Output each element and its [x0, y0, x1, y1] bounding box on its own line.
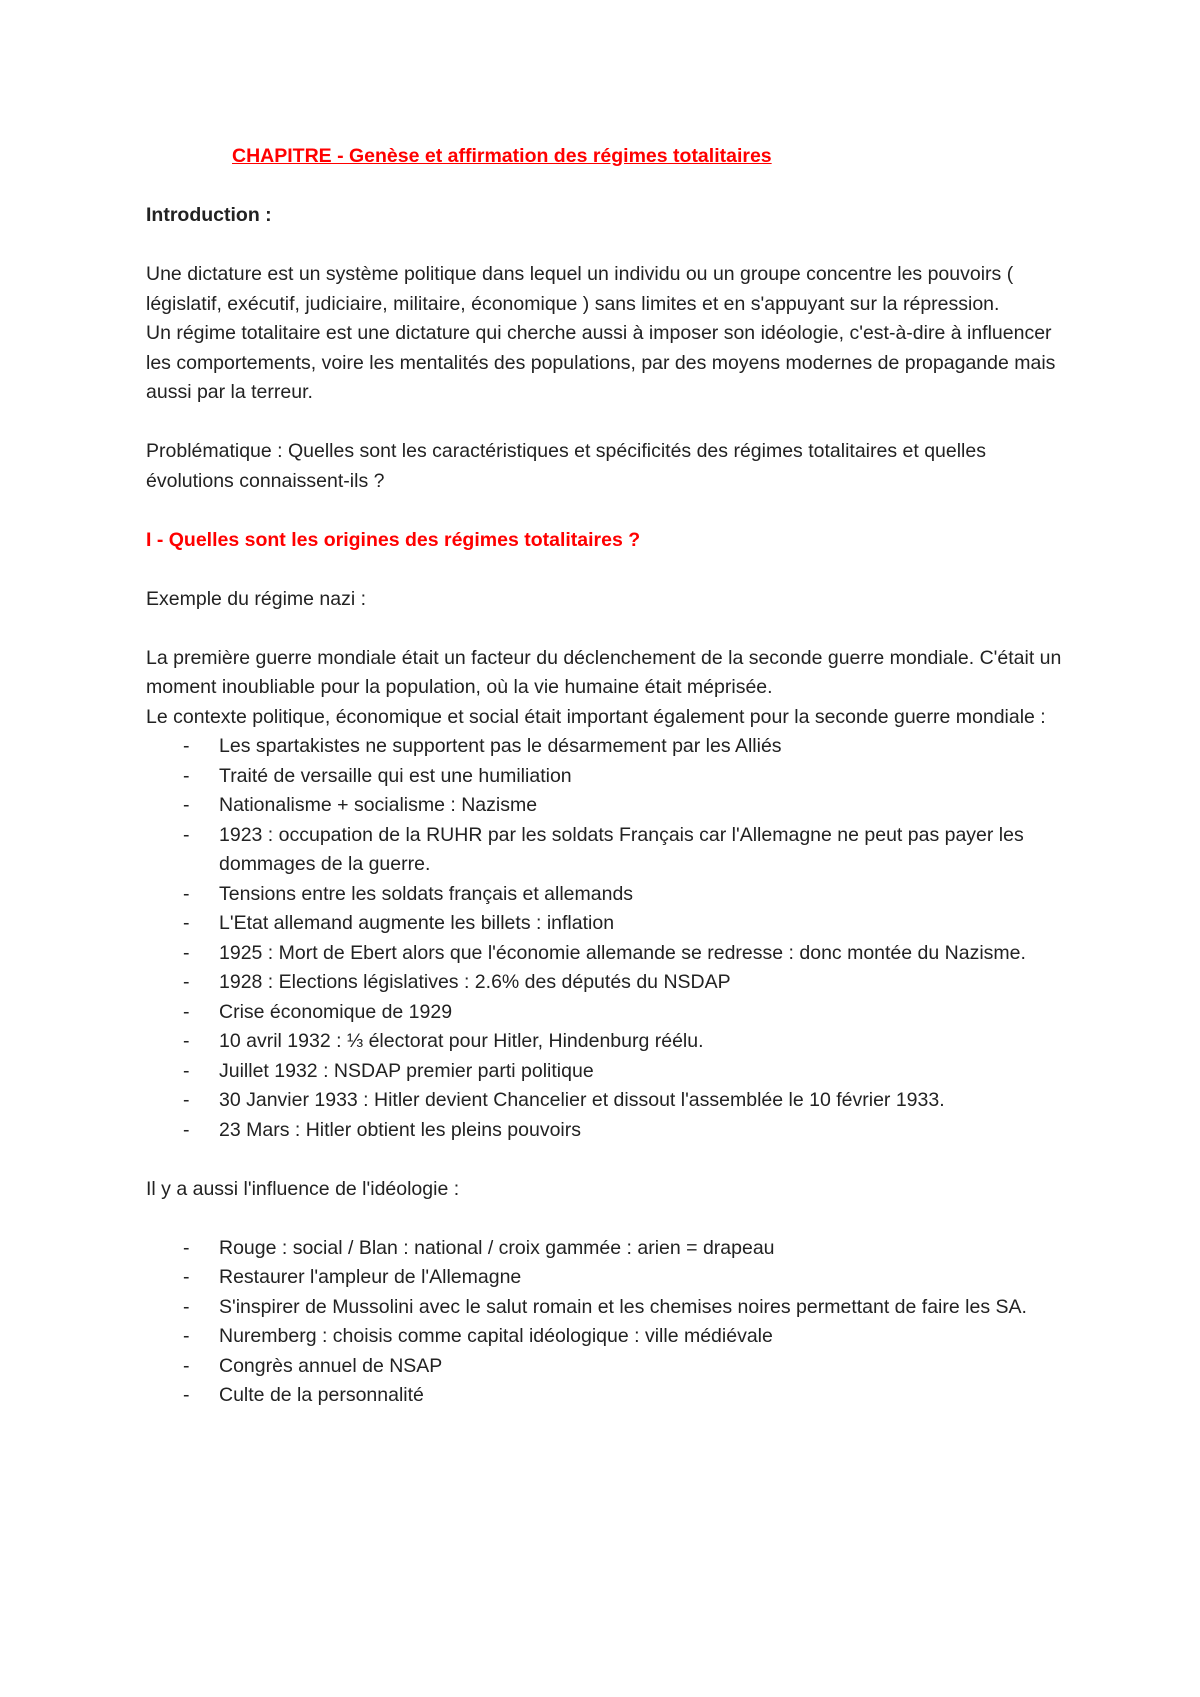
- list-item: [146, 1057, 1076, 1087]
- list-item: [146, 1352, 1076, 1382]
- spacer: [146, 555, 1076, 585]
- list-item: [146, 968, 1076, 998]
- list-item: [146, 762, 1076, 792]
- list-item: [146, 939, 1076, 969]
- example-label: Exemple du régime nazi :: [146, 587, 367, 610]
- list-item-text: Les spartakistes ne supportent pas le désarmement par les Alliés: [219, 735, 782, 757]
- list-item: [146, 880, 1076, 910]
- list-item-text: 30 Janvier 1933 : Hitler devient Chancelier et dissout l'assemblée le 10 février 1933.: [219, 1089, 945, 1111]
- list-item: [146, 1322, 1076, 1352]
- list-item-text: 23 Mars : Hitler obtient les pleins pouvoirs: [219, 1118, 581, 1141]
- list-item-text: S'inspirer de Mussolini avec le salut romain et les chemises noires permettant de faire les SA.: [219, 1295, 1027, 1318]
- list-item: [146, 1027, 1076, 1057]
- bullet-dash: -: [183, 1236, 190, 1259]
- list-item: [146, 732, 1076, 762]
- list-item: [146, 791, 1076, 821]
- spacer: [146, 1204, 1076, 1234]
- bullet-dash: -: [183, 794, 190, 816]
- intro-heading: Introduction :: [146, 204, 272, 226]
- context-list: [146, 732, 1076, 1145]
- spacer: [146, 1145, 1076, 1175]
- chapter-title: CHAPITRE - Genèse et affirmation des régimes totalitaires: [232, 145, 772, 167]
- list-item: [146, 1293, 1076, 1323]
- list-item-text: Restaurer l'ampleur de l'Allemagne: [219, 1266, 522, 1288]
- section-heading-origines: I - Quelles sont les origines des régimes totalitaires ?: [146, 528, 641, 551]
- intro-paragraph-totalitaire: Un régime totalitaire est une dictature qui cherche aussi à imposer son idéologie, c'est-à-dire à influencer les comportements, voire les mentalités des populations, par des moyens modernes de propagande mais aussi par la terreur.: [146, 322, 1056, 403]
- list-item: [146, 998, 1076, 1028]
- bullet-dash: -: [183, 1354, 190, 1377]
- bullet-dash: -: [183, 1118, 190, 1141]
- bullet-dash: -: [183, 764, 190, 787]
- list-item: [146, 1086, 1076, 1116]
- bullet-dash: -: [183, 941, 190, 964]
- list-item-text: Nuremberg : choisis comme capital idéologique : ville médiévale: [219, 1325, 773, 1347]
- list-item-text: Congrès annuel de NSAP: [219, 1354, 443, 1377]
- list-item: [146, 1234, 1076, 1264]
- spacer: [146, 172, 1076, 202]
- list-item-text: Crise économique de 1929: [219, 1000, 453, 1023]
- list-item-text: Tensions entre les soldats français et allemands: [219, 882, 634, 905]
- spacer: [146, 231, 1076, 261]
- list-item-text: Nationalisme + socialisme : Nazisme: [219, 794, 538, 816]
- list-item-text: 1923 : occupation de la RUHR par les soldats Français car l'Allemagne ne peut pas payer les dommages de la guerre.: [219, 823, 1024, 875]
- bullet-dash: -: [183, 1266, 190, 1288]
- document-body: [146, 142, 1076, 1411]
- spacer: [146, 614, 1076, 644]
- bullet-dash: -: [183, 882, 190, 905]
- list-item-text: Juillet 1932 : NSDAP premier parti politique: [219, 1059, 594, 1082]
- list-item-text: 1925 : Mort de Ebert alors que l'économie allemande se redresse : donc montée du Nazisme.: [219, 941, 1026, 964]
- bullet-dash: -: [183, 1030, 190, 1052]
- list-item: [146, 1263, 1076, 1293]
- bullet-dash: -: [183, 735, 190, 757]
- bullet-dash: -: [183, 971, 190, 993]
- list-item-text: Culte de la personnalité: [219, 1384, 424, 1406]
- ideology-list: [146, 1234, 1076, 1411]
- spacer: [146, 496, 1076, 526]
- bullet-dash: -: [183, 1059, 190, 1082]
- bullet-dash: -: [183, 1295, 190, 1318]
- ideology-intro: Il y a aussi l'influence de l'idéologie :: [146, 1177, 460, 1200]
- paragraph-contexte: Le contexte politique, économique et social était important également pour la seconde guerre mondiale :: [146, 705, 1046, 728]
- list-item: [146, 1116, 1076, 1146]
- bullet-dash: -: [183, 1089, 190, 1111]
- spacer: [146, 408, 1076, 438]
- list-item-text: L'Etat allemand augmente les billets : inflation: [219, 912, 615, 934]
- paragraph-premiere-guerre: La première guerre mondiale était un facteur du déclenchement de la seconde guerre mondiale. C'était un moment inoubliable pour la population, où la vie humaine était méprisée.: [146, 646, 1062, 698]
- list-item-text: Rouge : social / Blan : national / croix gammée : arien = drapeau: [219, 1236, 775, 1259]
- bullet-dash: -: [183, 912, 190, 934]
- intro-paragraph-dictature: Une dictature est un système politique dans lequel un individu ou un groupe concentre les pouvoirs ( législatif, exécutif, judiciaire, militaire, économique ) sans limites et en s'appuyant sur la répression.: [146, 263, 1014, 315]
- list-item-text: 10 avril 1932 : ⅓ électorat pour Hitler, Hindenburg réélu.: [219, 1030, 704, 1052]
- bullet-dash: -: [183, 1325, 190, 1347]
- bullet-dash: -: [183, 823, 190, 846]
- list-item-text: 1928 : Elections législatives : 2.6% des députés du NSDAP: [219, 971, 731, 993]
- list-item: [146, 1381, 1076, 1411]
- bullet-dash: -: [183, 1384, 190, 1406]
- list-item: [146, 909, 1076, 939]
- list-item-text: Traité de versaille qui est une humiliation: [219, 764, 572, 787]
- problematique-paragraph: Problématique : Quelles sont les caractéristiques et spécificités des régimes totalitaires et quelles évolutions connaissent-ils ?: [146, 440, 986, 492]
- list-item: [146, 821, 1076, 880]
- bullet-dash: -: [183, 1000, 190, 1023]
